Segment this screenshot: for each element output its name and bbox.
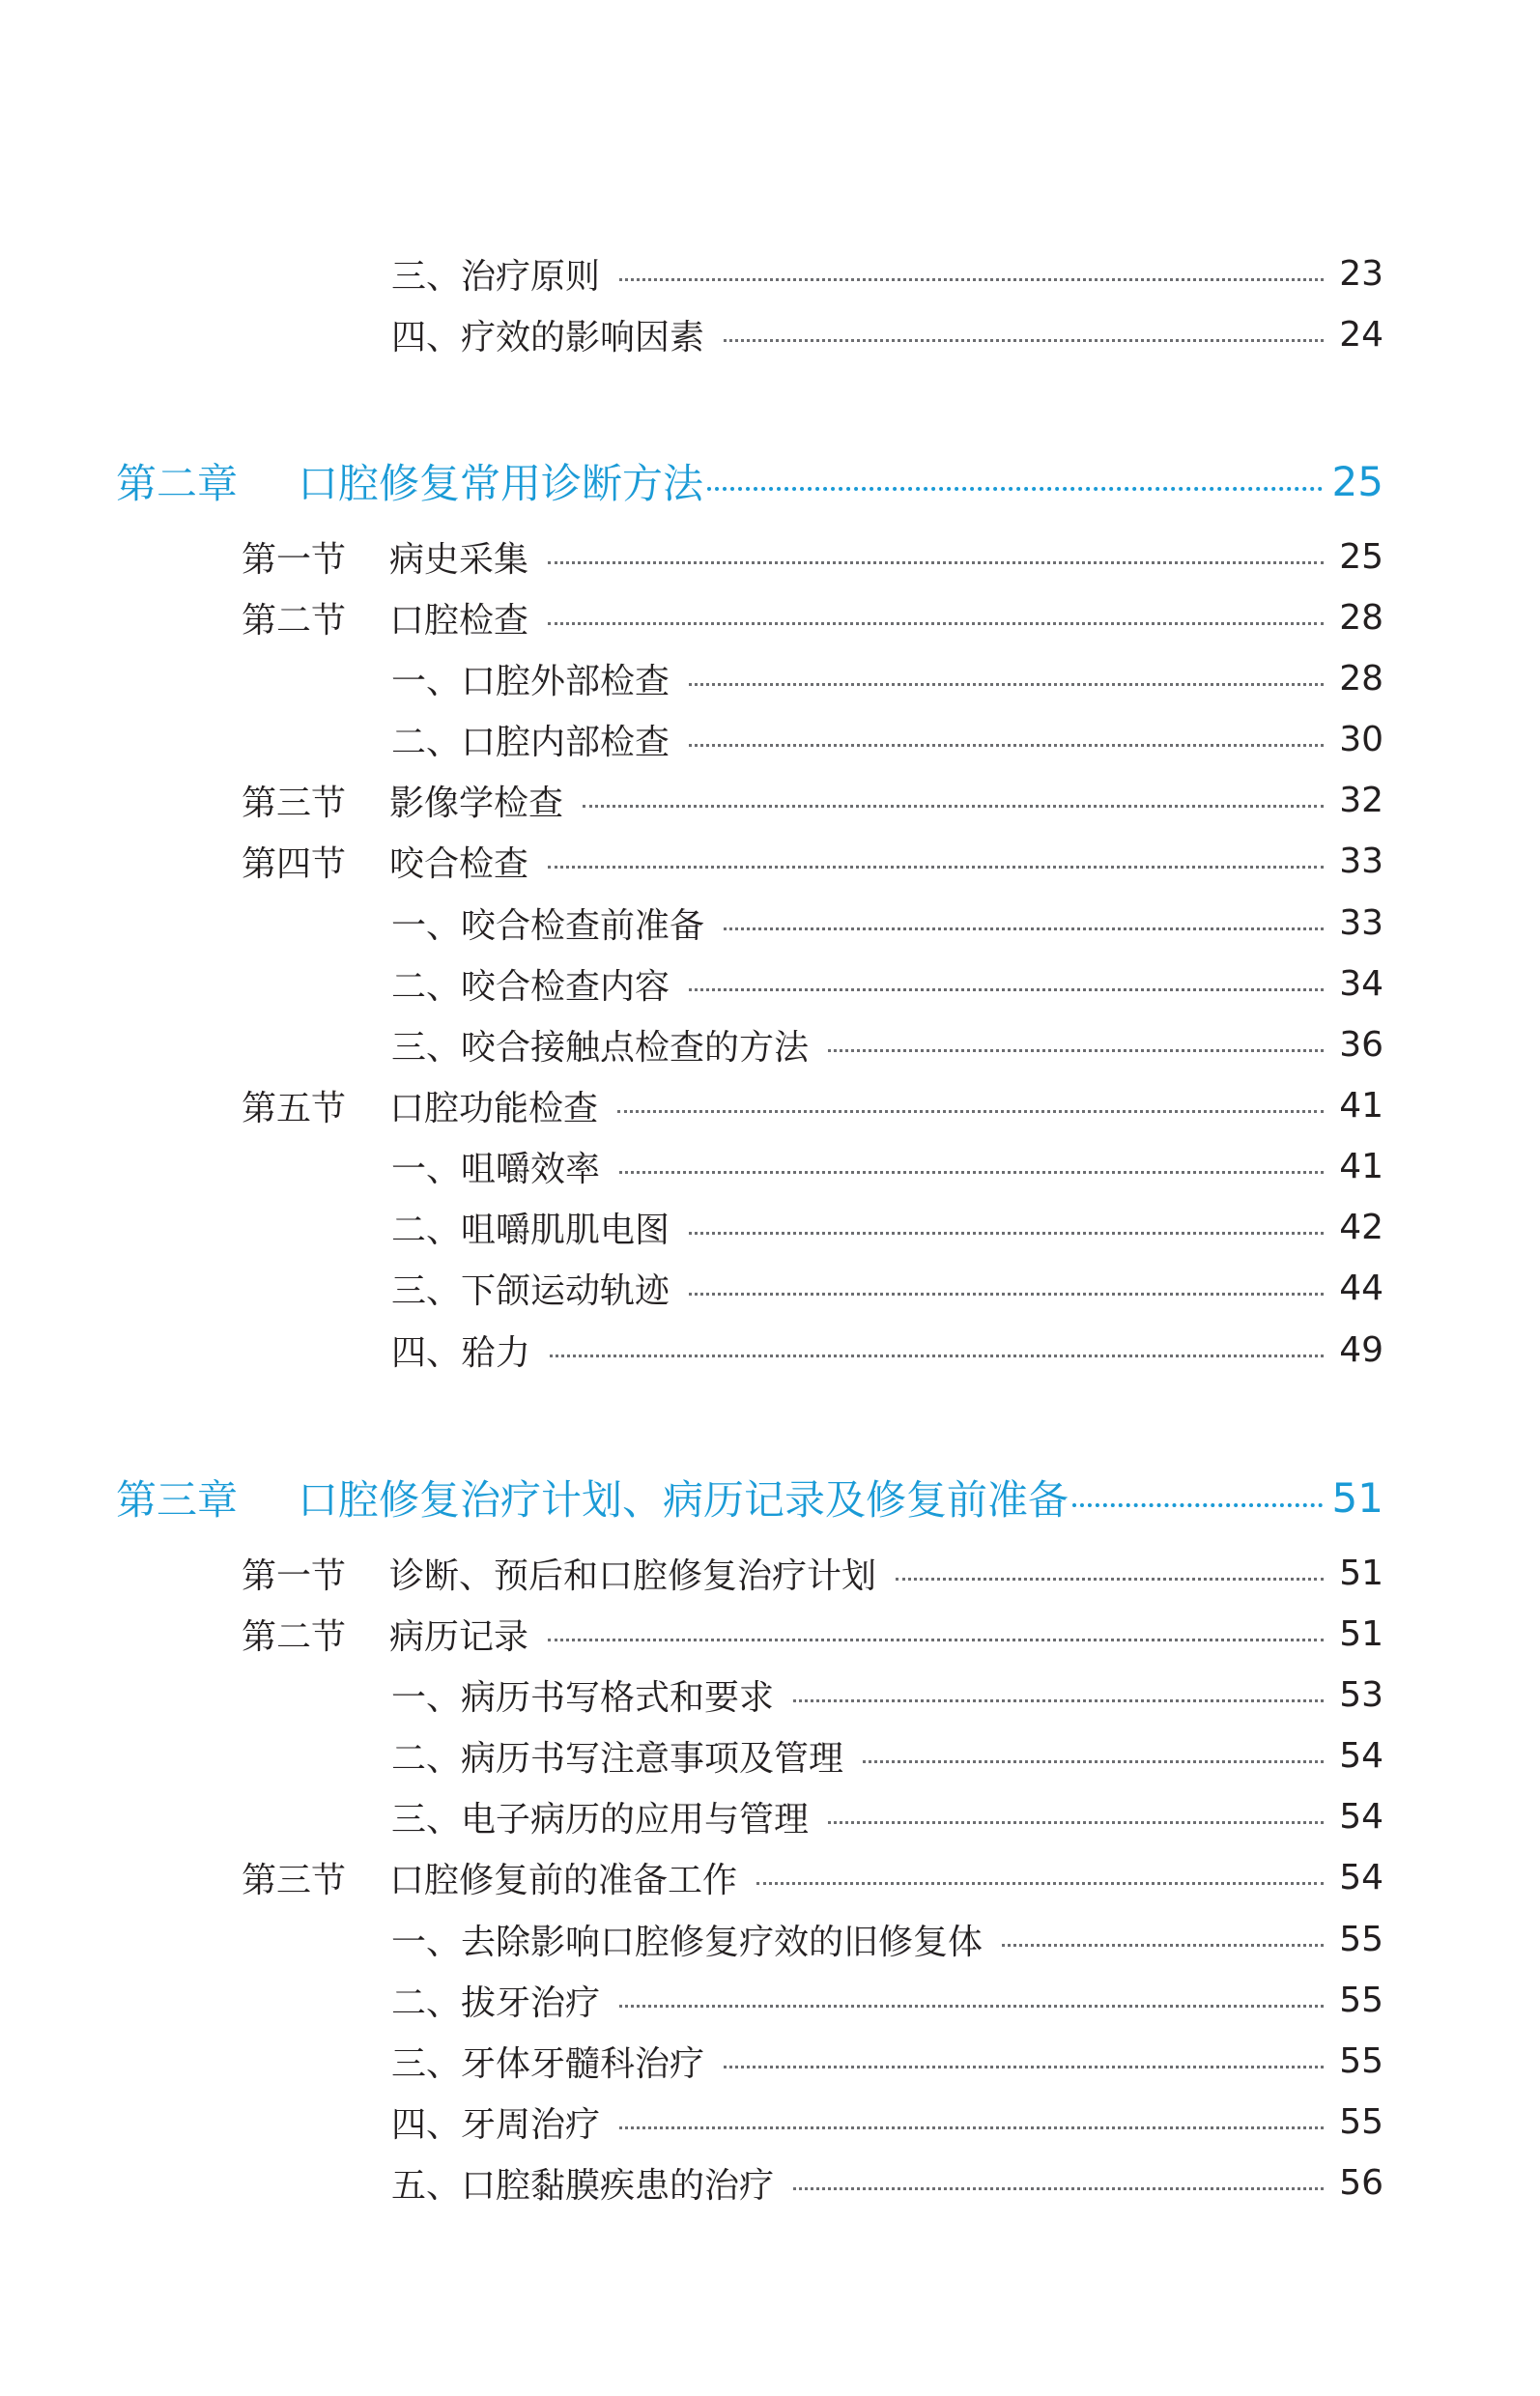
dot-leader — [548, 866, 1324, 869]
section-number: 第二节 — [242, 600, 347, 641]
toc-entry-title: 诊断、预后和口腔修复治疗计划 — [389, 1555, 877, 1596]
toc-entry[interactable] — [391, 305, 1383, 363]
chapter-number: 第三章 — [116, 1476, 239, 1524]
dot-leader — [548, 1639, 1324, 1641]
dot-leader — [689, 1293, 1324, 1296]
dot-leader — [828, 1049, 1324, 1052]
toc-entry-page: 54 — [1339, 1796, 1383, 1837]
section-number: 第四节 — [242, 843, 347, 884]
chapter-page: 51 — [1331, 1473, 1383, 1522]
toc-entry-title: 一、咀嚼效率 — [391, 1149, 601, 1189]
toc-entry[interactable] — [391, 1321, 1383, 1379]
dot-leader — [619, 278, 1324, 281]
dot-leader — [863, 1760, 1324, 1763]
toc-entry-title: 病史采集 — [389, 539, 529, 580]
chapter-heading[interactable] — [116, 1464, 1383, 1531]
toc-entry-page: 25 — [1339, 536, 1383, 577]
toc-entry[interactable] — [391, 2032, 1383, 2090]
dot-leader — [896, 1578, 1324, 1581]
toc-entry-title: 咬合检查 — [389, 843, 529, 884]
toc-entry[interactable] — [391, 1726, 1383, 1784]
toc-section-entry[interactable] — [242, 1076, 1383, 1134]
dot-leader — [619, 2126, 1324, 2129]
toc-entry[interactable] — [391, 1971, 1383, 2029]
dot-leader — [689, 744, 1324, 747]
toc-entry-page: 32 — [1339, 780, 1383, 820]
dot-leader — [619, 1171, 1324, 1174]
dot-leader — [793, 1699, 1324, 1702]
toc-entry-title: 四、牙周治疗 — [391, 2104, 601, 2145]
toc-entry-page: 28 — [1339, 658, 1383, 699]
dot-leader — [793, 2187, 1324, 2190]
section-number: 第五节 — [242, 1088, 347, 1128]
toc-entry-title: 四、疗效的影响因素 — [391, 317, 705, 357]
toc-entry[interactable] — [391, 710, 1383, 768]
dot-leader — [548, 561, 1324, 564]
toc-entry-title: 一、咬合检查前准备 — [391, 905, 705, 946]
dot-leader — [617, 1110, 1324, 1113]
toc-entry-page: 34 — [1339, 963, 1383, 1004]
toc-entry-title: 三、下颌运动轨迹 — [391, 1270, 670, 1311]
dot-leader — [689, 683, 1324, 686]
toc-entry-title: 三、治疗原则 — [391, 256, 601, 297]
chapter-number: 第二章 — [116, 460, 239, 507]
toc-entry-page: 53 — [1339, 1674, 1383, 1715]
toc-section-entry[interactable] — [242, 832, 1383, 890]
section-number: 第二节 — [242, 1616, 347, 1657]
dot-leader — [756, 1882, 1324, 1885]
toc-entry-title: 二、病历书写注意事项及管理 — [391, 1738, 844, 1779]
toc-entry-page: 36 — [1339, 1024, 1383, 1065]
section-number: 第三节 — [242, 1860, 347, 1900]
chapter-heading[interactable] — [116, 447, 1383, 515]
dot-leader — [619, 2005, 1324, 2008]
toc-entry-title: 四、𬌗力 — [391, 1332, 531, 1373]
toc-section-entry[interactable] — [242, 1848, 1383, 1906]
dot-leader — [724, 2066, 1324, 2068]
toc-entry[interactable] — [391, 1198, 1383, 1256]
dot-leader — [1002, 1944, 1324, 1947]
toc-entry-page: 44 — [1339, 1268, 1383, 1308]
toc-entry-page: 28 — [1339, 597, 1383, 638]
toc-entry-page: 55 — [1339, 2101, 1383, 2142]
dot-leader — [724, 339, 1324, 342]
toc-entry-title: 三、电子病历的应用与管理 — [391, 1799, 810, 1840]
toc-entry-page: 54 — [1339, 1735, 1383, 1776]
toc-section-entry[interactable] — [242, 588, 1383, 646]
dot-leader — [550, 1355, 1324, 1357]
toc-section-entry[interactable] — [242, 1605, 1383, 1663]
toc-entry-title: 二、咀嚼肌肌电图 — [391, 1210, 670, 1250]
toc-entry[interactable] — [391, 1015, 1383, 1073]
dot-leader — [828, 1821, 1324, 1824]
section-number: 第一节 — [242, 1555, 347, 1596]
toc-entry-title: 一、病历书写格式和要求 — [391, 1677, 775, 1718]
toc-entry-title: 三、牙体牙髓科治疗 — [391, 2043, 705, 2084]
toc-entry[interactable] — [391, 894, 1383, 952]
toc-entry[interactable] — [391, 1666, 1383, 1724]
toc-entry-page: 55 — [1339, 1980, 1383, 2020]
toc-entry[interactable] — [391, 955, 1383, 1013]
toc-entry[interactable] — [391, 1137, 1383, 1195]
toc-section-entry[interactable] — [242, 1544, 1383, 1602]
toc-entry-title: 口腔检查 — [389, 600, 529, 641]
dot-leader — [707, 487, 1323, 491]
toc-entry[interactable] — [391, 2093, 1383, 2151]
toc-entry-title: 三、咬合接触点检查的方法 — [391, 1027, 810, 1068]
toc-entry-title: 五、口腔黏膜疾患的治疗 — [391, 2165, 775, 2206]
toc-entry-title: 口腔功能检查 — [389, 1088, 599, 1128]
toc-entry-title: 一、口腔外部检查 — [391, 661, 670, 701]
toc-entry-page: 33 — [1339, 841, 1383, 881]
chapter-title: 口腔修复常用诊断方法 — [298, 460, 704, 507]
section-number: 第三节 — [242, 783, 347, 823]
toc-entry-page: 24 — [1339, 314, 1383, 355]
toc-entry-title: 二、口腔内部检查 — [391, 722, 670, 762]
toc-entry-title: 二、拔牙治疗 — [391, 1982, 601, 2023]
toc-entry[interactable] — [391, 1910, 1383, 1968]
toc-section-entry[interactable] — [242, 528, 1383, 585]
toc-entry[interactable] — [391, 244, 1383, 302]
dot-leader — [1072, 1503, 1323, 1507]
toc-entry-title: 二、咬合检查内容 — [391, 966, 670, 1007]
toc-entry-title: 一、去除影响口腔修复疗效的旧修复体 — [391, 1922, 984, 1962]
toc-entry[interactable] — [391, 1259, 1383, 1317]
toc-section-entry[interactable] — [242, 771, 1383, 829]
toc-entry-page: 41 — [1339, 1085, 1383, 1126]
toc-entry-page: 51 — [1339, 1613, 1383, 1654]
toc-entry-page: 56 — [1339, 2162, 1383, 2203]
toc-entry-page: 30 — [1339, 719, 1383, 759]
toc-entry[interactable] — [391, 649, 1383, 707]
toc-entry-page: 49 — [1339, 1329, 1383, 1370]
toc-entry-title: 影像学检查 — [389, 783, 564, 823]
toc-entry-page: 23 — [1339, 253, 1383, 294]
toc-entry-page: 54 — [1339, 1857, 1383, 1897]
toc-entry-page: 55 — [1339, 1919, 1383, 1959]
dot-leader — [724, 927, 1324, 930]
section-number: 第一节 — [242, 539, 347, 580]
toc-entry-page: 51 — [1339, 1553, 1383, 1593]
dot-leader — [689, 988, 1324, 991]
toc-entry[interactable] — [391, 1787, 1383, 1845]
dot-leader — [583, 805, 1324, 808]
toc-entry-title: 病历记录 — [389, 1616, 529, 1657]
toc-entry-title: 口腔修复前的准备工作 — [389, 1860, 738, 1900]
chapter-page: 25 — [1331, 457, 1383, 505]
toc-entry-page: 55 — [1339, 2040, 1383, 2081]
toc-entry-page: 41 — [1339, 1146, 1383, 1186]
dot-leader — [689, 1232, 1324, 1235]
chapter-title: 口腔修复治疗计划、病历记录及修复前准备 — [298, 1476, 1069, 1524]
toc-entry-page: 33 — [1339, 902, 1383, 943]
toc-entry-page: 42 — [1339, 1207, 1383, 1247]
toc-entry[interactable] — [391, 2154, 1383, 2211]
dot-leader — [548, 622, 1324, 625]
